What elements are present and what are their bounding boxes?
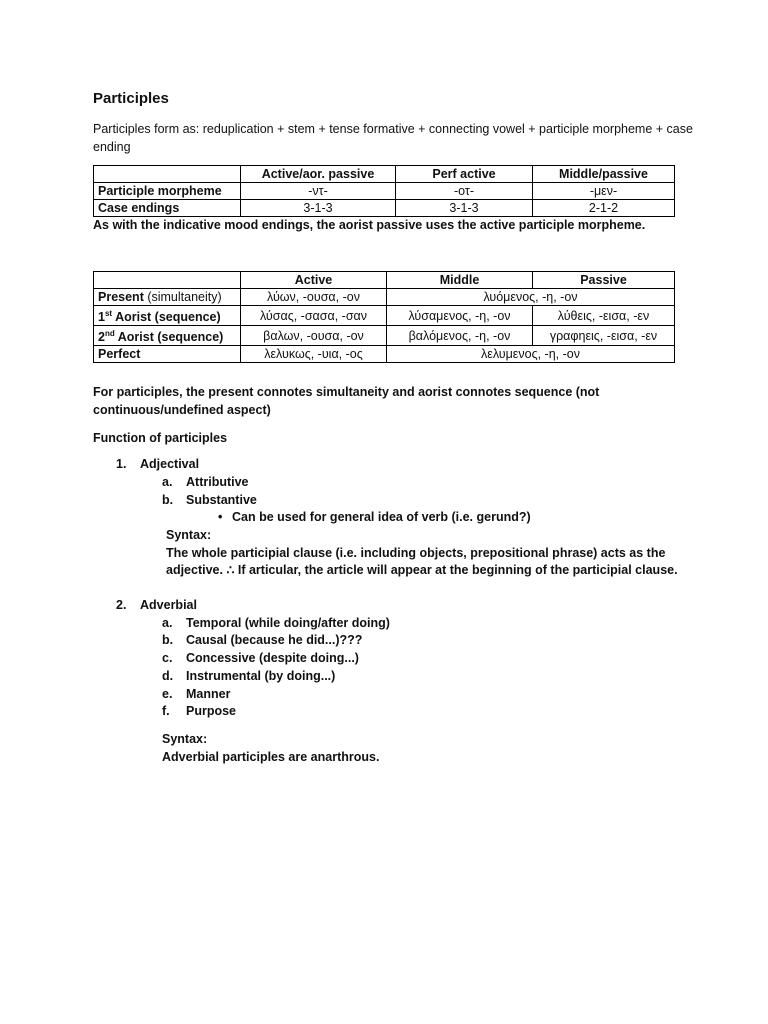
syntax-text: Adverbial participles are anarthrous. [162,750,380,764]
table-header-cell: Middle/passive [533,166,675,183]
list-item-adverbial [116,597,197,615]
sub-list-item [162,668,335,686]
table-cell: λελυκως, -υια, -ος [241,346,387,363]
table-row [94,346,675,363]
table-header-cell [94,272,241,289]
table-cell: -οτ- [396,183,533,200]
sub-letter: d. [162,669,174,683]
row-label-bold: 2 [98,330,105,345]
table-cell: λύων, -ουσα, -ον [241,289,387,306]
participle-morpheme-table [93,165,675,217]
sub-letter: b. [162,633,174,647]
table-header-cell: Passive [533,272,675,289]
participle-forms-table [93,271,675,363]
table-row [94,200,675,217]
bullet-icon: • [218,510,223,524]
row-label-sup: st [104,309,113,318]
row-label-rest: (simultaneity) [143,290,222,304]
intro-paragraph: Participles form as: reduplication + stem + tense formative + connecting vowel + participle morpheme + case ending [93,122,693,154]
row-label-bold: Present [98,290,144,304]
row-label [94,306,241,326]
page-title: Participles [93,90,169,107]
table-cell: λύθεις, -εισα, -εν [533,306,675,326]
sub-text: Temporal (while doing/after doing) [186,616,390,630]
row-label: Perfect [94,346,241,363]
table-cell: λυόμενος, -η, -ον [387,289,675,306]
row-label [94,326,241,346]
sub-list-item [162,474,249,492]
table-cell: λύσας, -σασα, -σαν [241,306,387,326]
sub-text: Concessive (despite doing...) [186,651,359,665]
sub-letter: f. [162,704,170,718]
sub-text: Attributive [186,475,249,489]
table-header-row [94,272,675,289]
sub-letter: b. [162,493,174,507]
table-cell: βαλων, -ουσα, -ον [241,326,387,346]
table-cell: 3-1-3 [396,200,533,217]
table-row [94,306,675,326]
sub-text: Substantive [186,493,257,507]
sub-letter: a. [162,475,173,489]
syntax-text-line [166,562,706,580]
row-label-sup: nd [104,329,115,339]
sub-letter: a. [162,616,173,630]
sub-letter: c. [162,651,173,665]
sub-text: Purpose [186,704,237,718]
table-cell: -μεν- [533,183,675,200]
table-cell: γραφηεις, -εισα, -εν [533,326,675,346]
row-label: Participle morpheme [94,183,241,200]
bullet-text: Can be used for general idea of verb (i.e. gerund?) [232,510,531,524]
syntax-text-part: adjective. ∴ [166,563,238,577]
sub-list-item [162,492,257,510]
list-item-adjectival [116,456,199,474]
list-label: Adverbial [140,598,197,612]
sub-list-item [162,632,362,650]
table-cell: λελυμενος, -η, -ον [387,346,675,363]
table-cell: λύσαμενος, -η, -ον [387,306,533,326]
sub-list-item [162,703,236,721]
table-cell: 2-1-2 [533,200,675,217]
row-label-bold: 1 [98,310,105,325]
list-number: 1. [116,457,127,471]
table-cell: 3-1-3 [241,200,396,217]
sub-list-item [162,615,390,633]
table-header-row [94,166,675,183]
table-row [94,183,675,200]
note-paragraph: As with the indicative mood endings, the aorist passive uses the active participle morpheme. [93,218,646,232]
row-label-rest: Aorist (sequence) [112,310,221,325]
list-label: Adjectival [140,457,200,471]
table-header-cell: Perf active [396,166,533,183]
table-row [94,289,675,306]
sub-letter: e. [162,687,173,701]
row-label-rest: Aorist (sequence) [114,330,224,345]
bullet-item [218,509,531,527]
aspect-paragraph: For participles, the present connotes simultaneity and aorist connotes sequence (not continuous/undefined aspect) [93,385,600,417]
syntax-label: Syntax: [166,528,212,542]
table-header-cell: Active [241,272,387,289]
sub-list-item [162,650,359,668]
sub-text: Instrumental (by doing...) [186,669,336,683]
section-heading: Function of participles [93,431,228,445]
syntax-text-part: If articular, the article will appear at the beginning of the participial clause. [237,563,678,577]
sub-list-item [162,686,230,704]
table-header-cell: Active/aor. passive [241,166,396,183]
syntax-label: Syntax: [162,732,208,746]
sub-text: Manner [186,687,231,701]
list-number: 2. [116,598,127,612]
syntax-text-line: The whole participial clause (i.e. including objects, prepositional phrase) acts as the [166,546,666,560]
row-label [94,289,241,306]
table-cell: -ντ- [241,183,396,200]
table-header-cell [94,166,241,183]
table-row [94,326,675,346]
table-header-cell: Middle [387,272,533,289]
sub-text: Causal (because he did...)??? [186,633,363,647]
row-label: Case endings [94,200,241,217]
table-cell: βαλόμενος, -η, -ον [387,326,533,346]
